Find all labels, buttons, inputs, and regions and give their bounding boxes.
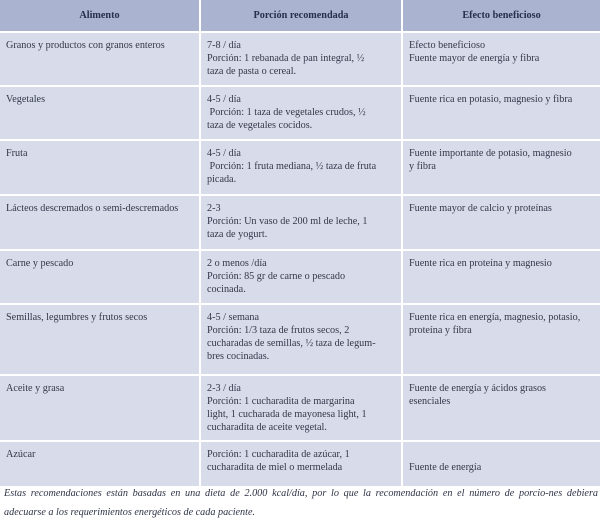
portion-line: cocinada. (207, 284, 246, 295)
effect-line: Fuente mayor de calcio y proteínas (409, 203, 552, 214)
portion-line: 2 o menos /día (207, 258, 267, 269)
header-effect: Efecto beneficioso (402, 0, 600, 32)
portion-line: Porción: 1/3 taza de frutos secos, 2 (207, 325, 350, 336)
table-row (0, 375, 600, 441)
effect-cell (402, 441, 600, 487)
table-row (0, 86, 600, 140)
header-food: Alimento (0, 0, 200, 32)
portion-cell (200, 304, 402, 375)
portion-line: taza de pasta o cereal. (207, 66, 297, 77)
table-row (0, 304, 600, 375)
food-cell: Semillas, legumbres y frutos secos (0, 304, 200, 375)
portion-line: Porción: 1 fruta mediana, ½ taza de fruta (207, 161, 377, 172)
effect-cell (402, 86, 600, 140)
effect-cell (402, 375, 600, 441)
table-header-row (0, 0, 600, 32)
portion-line: cucharadita de miel o mermelada (207, 462, 343, 473)
spacer (409, 448, 596, 461)
portion-line: 4-5 / día (207, 94, 241, 105)
table-row (0, 250, 600, 304)
food-cell: Fruta (0, 140, 200, 195)
effect-line: Fuente de energía y ácidos grasos (409, 383, 547, 394)
food-cell: Carne y pescado (0, 250, 200, 304)
table-row (0, 195, 600, 250)
food-cell: Granos y productos con granos enteros (0, 32, 200, 86)
portion-cell (200, 140, 402, 195)
effect-line: y fibra (409, 161, 436, 172)
effect-line: Efecto beneficioso (409, 40, 486, 51)
portion-cell (200, 32, 402, 86)
portion-cell (200, 195, 402, 250)
effect-line: Fuente de energía (409, 462, 482, 473)
portion-cell (200, 250, 402, 304)
food-cell: Vegetales (0, 86, 200, 140)
food-cell: Lácteos descremados o semi-descremados (0, 195, 200, 250)
effect-line: proteína y fibra (409, 325, 472, 336)
effect-line: Fuente rica en proteína y magnesio (409, 258, 552, 269)
effect-cell (402, 250, 600, 304)
food-cell: Aceite y grasa (0, 375, 200, 441)
effect-cell (402, 140, 600, 195)
header-portion: Porción recomendada (200, 0, 402, 32)
effect-line: Fuente rica en energía, magnesio, potasio, (409, 312, 581, 323)
effect-cell (402, 32, 600, 86)
effect-line: Fuente importante de potasio, magnesio (409, 148, 572, 159)
table-footnote: Estas recomendaciones están basadas en una dieta de 2.000 kcal/día, por lo que la recomendación en el número de porcio-nes debiera adecuarse a los requerimientos energéticos de cada paciente. (4, 488, 598, 518)
portion-line: bres cocinadas. (207, 351, 270, 362)
portion-line: 2-3 (207, 203, 221, 214)
portion-line: cucharadita de aceite vegetal. (207, 422, 327, 433)
portion-line: 2-3 / día (207, 383, 241, 394)
portion-line: Porción: 85 gr de carne o pescado (207, 271, 346, 282)
effect-cell (402, 195, 600, 250)
portion-line: 4-5 / semana (207, 312, 260, 323)
portion-line: taza de vegetales cocidos. (207, 120, 313, 131)
table-row (0, 441, 600, 487)
portion-line: 7-8 / día (207, 40, 241, 51)
portion-line: Porción: 1 taza de vegetales crudos, ½ (207, 107, 366, 118)
portion-line: cucharadas de semillas, ½ taza de legum- (207, 338, 376, 349)
portion-line: light, 1 cucharada de mayonesa light, 1 (207, 409, 367, 420)
portion-line: Porción: 1 rebanada de pan integral, ½ (207, 53, 365, 64)
portion-line: taza de yogurt. (207, 229, 268, 240)
effect-line: Fuente mayor de energía y fibra (409, 53, 540, 64)
table-row (0, 140, 600, 195)
portion-line: Porción: 1 cucharadita de azúcar, 1 (207, 449, 350, 460)
table-row (0, 32, 600, 86)
portion-line: picada. (207, 174, 237, 185)
portion-cell (200, 86, 402, 140)
portion-line: Porción: Un vaso de 200 ml de leche, 1 (207, 216, 368, 227)
effect-cell (402, 304, 600, 375)
effect-line: esenciales (409, 396, 451, 407)
portion-cell (200, 375, 402, 441)
portion-cell (200, 441, 402, 487)
effect-line: Fuente rica en potasio, magnesio y fibra (409, 94, 573, 105)
food-cell: Azúcar (0, 441, 200, 487)
portion-line: 4-5 / día (207, 148, 241, 159)
portion-line: Porción: 1 cucharadita de margarina (207, 396, 355, 407)
